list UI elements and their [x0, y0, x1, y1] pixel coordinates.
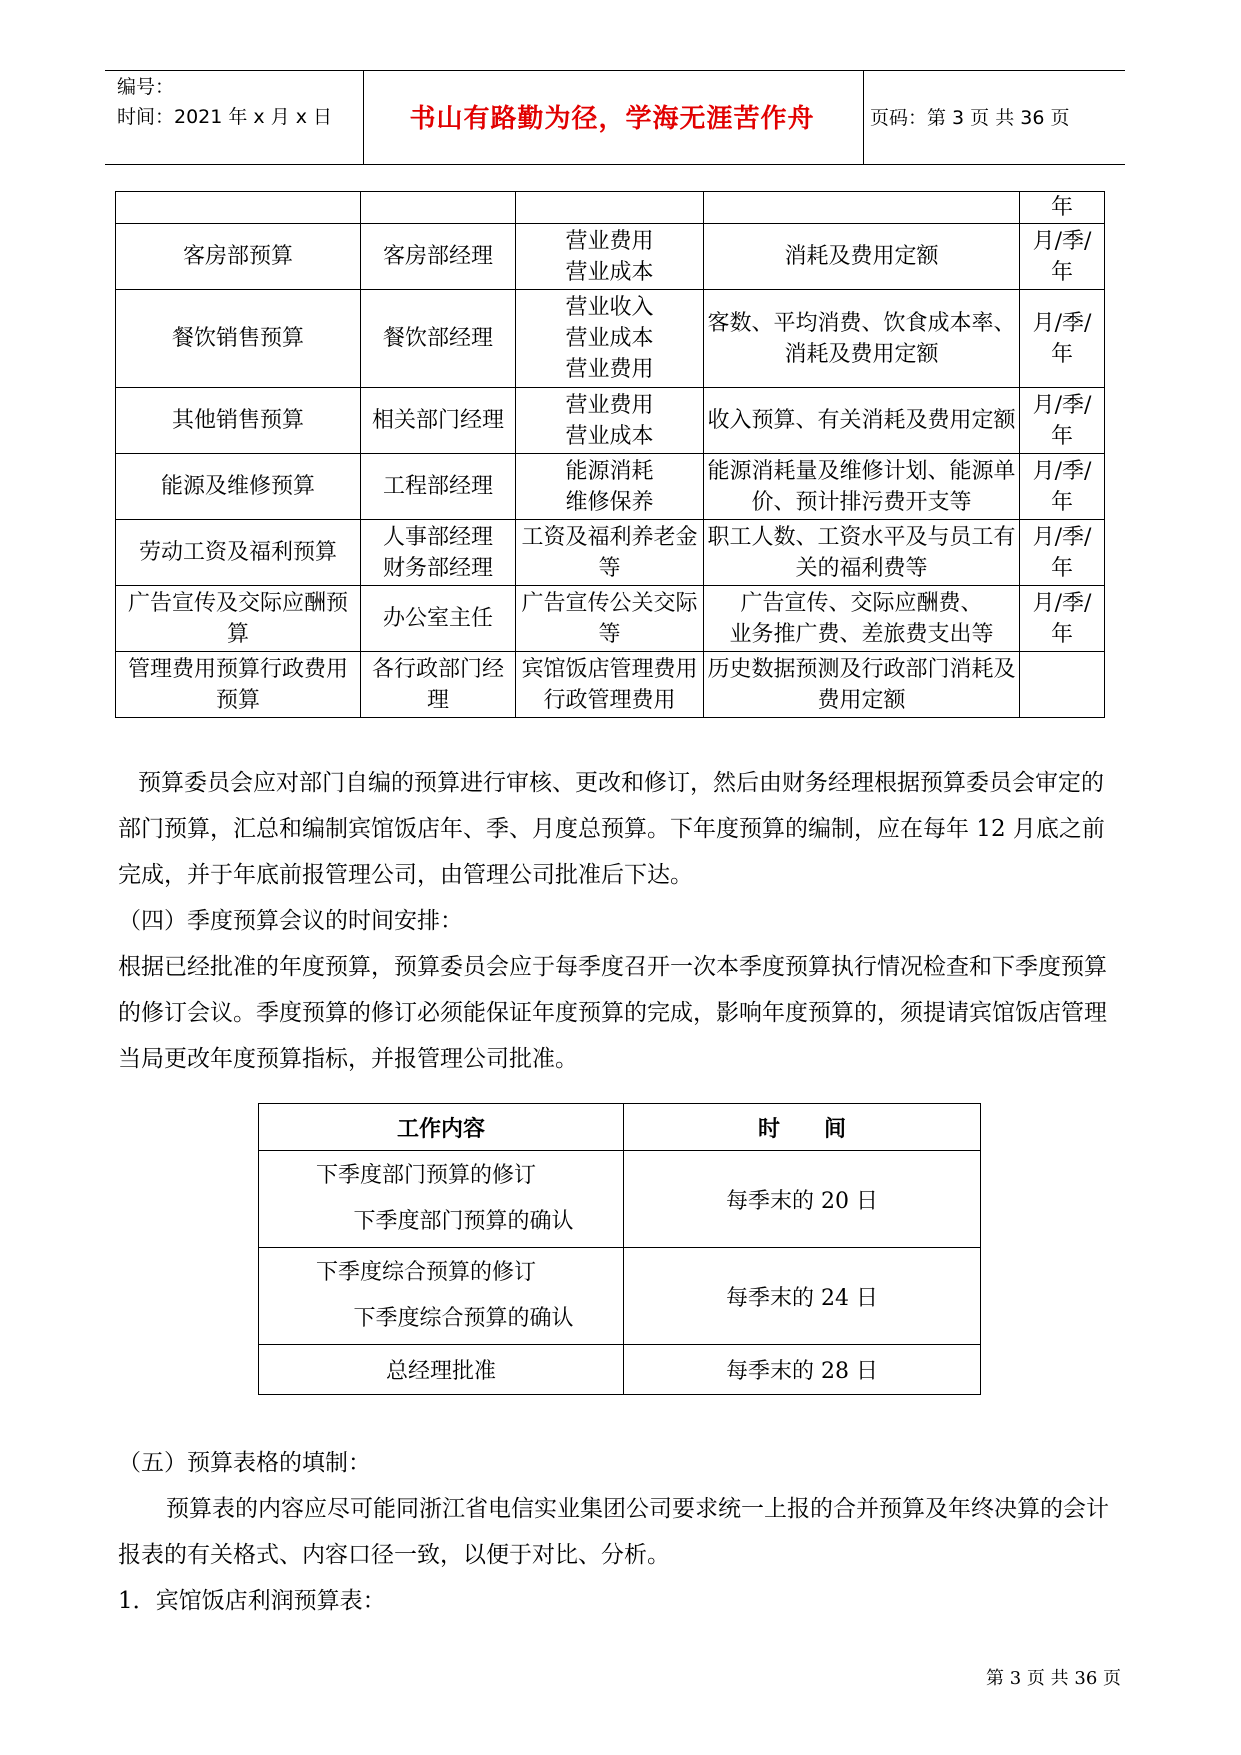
budget-name-cell: 餐饮销售预算 — [116, 290, 361, 388]
budget-period-cell: 月/季/ 年 — [1020, 224, 1105, 290]
budget-content-cell: 营业收入 营业成本 营业费用 — [516, 290, 704, 388]
budget-owner-cell — [361, 192, 516, 224]
work-cell: 总经理批准 — [259, 1345, 624, 1395]
header-bottom-rule — [105, 164, 1125, 165]
budget-owner-cell: 工程部经理 — [361, 454, 516, 520]
budget-name-cell: 管理费用预算行政费用预算 — [116, 652, 361, 718]
column-header: 工作内容 — [259, 1104, 624, 1151]
table-row — [116, 586, 1105, 652]
budget-basis-cell: 历史数据预测及行政部门消耗及费用定额 — [704, 652, 1020, 718]
work-cell — [259, 1151, 624, 1248]
section-heading: （五）预算表格的填制： — [118, 1450, 371, 1476]
budget-period-cell: 月/季/ 年 — [1020, 454, 1105, 520]
budget-content-cell: 广告宣传公关交际等 — [516, 586, 704, 652]
paragraph: 预算表的内容应尽可能同浙江省电信实业集团公司要求统一上报的合并预算及年终决算的会计报表的有关格式、内容口径一致，以便于对比、分析。 — [118, 1496, 1109, 1568]
motto: 书山有路勤为径，学海无涯苦作舟 — [409, 104, 815, 134]
budget-content-cell — [516, 192, 704, 224]
budget-period-cell: 月/季/ 年 — [1020, 586, 1105, 652]
budget-content-cell: 能源消耗 维修保养 — [516, 454, 704, 520]
budget-name-cell — [116, 192, 361, 224]
table-row — [116, 652, 1105, 718]
list-item: 1．宾馆饭店利润预算表： — [118, 1588, 386, 1614]
budget-name-cell: 客房部预算 — [116, 224, 361, 290]
budget-name-cell: 劳动工资及福利预算 — [116, 520, 361, 586]
budget-period-cell: 月/季/ 年 — [1020, 388, 1105, 454]
budget-basis-cell: 客数、平均消费、饮食成本率、消耗及费用定额 — [704, 290, 1020, 388]
time-cell: 每季末的 24 日 — [624, 1248, 981, 1345]
budget-basis-cell — [704, 192, 1020, 224]
table-row — [116, 290, 1105, 388]
header-top-rule — [105, 70, 1125, 71]
table-row — [116, 192, 1105, 224]
work-cell — [259, 1248, 624, 1345]
budget-content-cell: 工资及福利养老金等 — [516, 520, 704, 586]
body-text-1 — [118, 760, 1123, 1082]
budget-period-cell: 月/季/ 年 — [1020, 520, 1105, 586]
code-label: 编号： — [117, 76, 175, 98]
budget-name-cell: 广告宣传及交际应酬预算 — [116, 586, 361, 652]
table-row — [259, 1248, 981, 1345]
header-divider — [863, 70, 864, 165]
budget-owner-cell: 办公室主任 — [361, 586, 516, 652]
work-line: 下季度部门预算的确认 — [353, 1209, 574, 1234]
section-heading: （四）季度预算会议的时间安排： — [118, 908, 463, 934]
budget-owner-cell: 餐饮部经理 — [361, 290, 516, 388]
budget-basis-cell: 职工人数、工资水平及与员工有关的福利费等 — [704, 520, 1020, 586]
body-text-2 — [118, 1440, 1123, 1624]
budget-basis-cell: 广告宣传、交际应酬费、 业务推广费、差旅费支出等 — [704, 586, 1020, 652]
column-header: 时 间 — [624, 1104, 981, 1151]
table-row — [116, 388, 1105, 454]
budget-owner-cell: 客房部经理 — [361, 224, 516, 290]
header-divider — [363, 70, 364, 165]
budget-owner-cell: 人事部经理 财务部经理 — [361, 520, 516, 586]
page-info: 页码：第 3 页 共 36 页 — [870, 107, 1070, 129]
budget-name-cell: 能源及维修预算 — [116, 454, 361, 520]
table-row — [259, 1151, 981, 1248]
page-header — [105, 70, 1125, 165]
budget-period-cell: 月/季/ 年 — [1020, 290, 1105, 388]
budget-content-cell: 营业费用 营业成本 — [516, 224, 704, 290]
table-row — [259, 1345, 981, 1395]
budget-period-cell: 年 — [1020, 192, 1105, 224]
time-cell: 每季末的 20 日 — [624, 1151, 981, 1248]
budget-owner-cell: 相关部门经理 — [361, 388, 516, 454]
budget-owner-cell: 各行政部门经理 — [361, 652, 516, 718]
budget-basis-cell: 收入预算、有关消耗及费用定额 — [704, 388, 1020, 454]
schedule-table — [258, 1103, 981, 1395]
paragraph: 预算委员会应对部门自编的预算进行审核、更改和修订，然后由财务经理根据预算委员会审定的部门预算，汇总和编制宾馆饭店年、季、月度总预算。下年度预算的编制，应在每年 12 月底之前完成，并于年底前报管理公司，由管理公司批准后下达。 — [118, 770, 1105, 888]
table-row — [116, 520, 1105, 586]
time-cell: 每季末的 28 日 — [624, 1345, 981, 1395]
work-line: 下季度部门预算的修订 — [315, 1163, 536, 1188]
page-footer: 第 3 页 共 36 页 — [986, 1668, 1121, 1689]
time-label: 时间：2021 年 x 月 x 日 — [117, 106, 333, 128]
budget-name-cell: 其他销售预算 — [116, 388, 361, 454]
budget-content-cell: 营业费用 营业成本 — [516, 388, 704, 454]
work-line: 下季度综合预算的确认 — [353, 1306, 574, 1331]
budget-content-cell: 宾馆饭店管理费用行政管理费用 — [516, 652, 704, 718]
budget-period-cell — [1020, 652, 1105, 718]
budget-basis-cell: 能源消耗量及维修计划、能源单价、预计排污费开支等 — [704, 454, 1020, 520]
header-meta — [117, 72, 332, 132]
budget-table — [115, 191, 1105, 718]
work-line: 下季度综合预算的修订 — [315, 1260, 536, 1285]
table-row — [116, 454, 1105, 520]
budget-basis-cell: 消耗及费用定额 — [704, 224, 1020, 290]
paragraph: 根据已经批准的年度预算，预算委员会应于每季度召开一次本季度预算执行情况检查和下季度预算的修订会议。季度预算的修订必须能保证年度预算的完成，影响年度预算的，须提请宾馆饭店管理当局更改年度预算指标，并报管理公司批准。 — [118, 954, 1107, 1072]
table-row — [116, 224, 1105, 290]
